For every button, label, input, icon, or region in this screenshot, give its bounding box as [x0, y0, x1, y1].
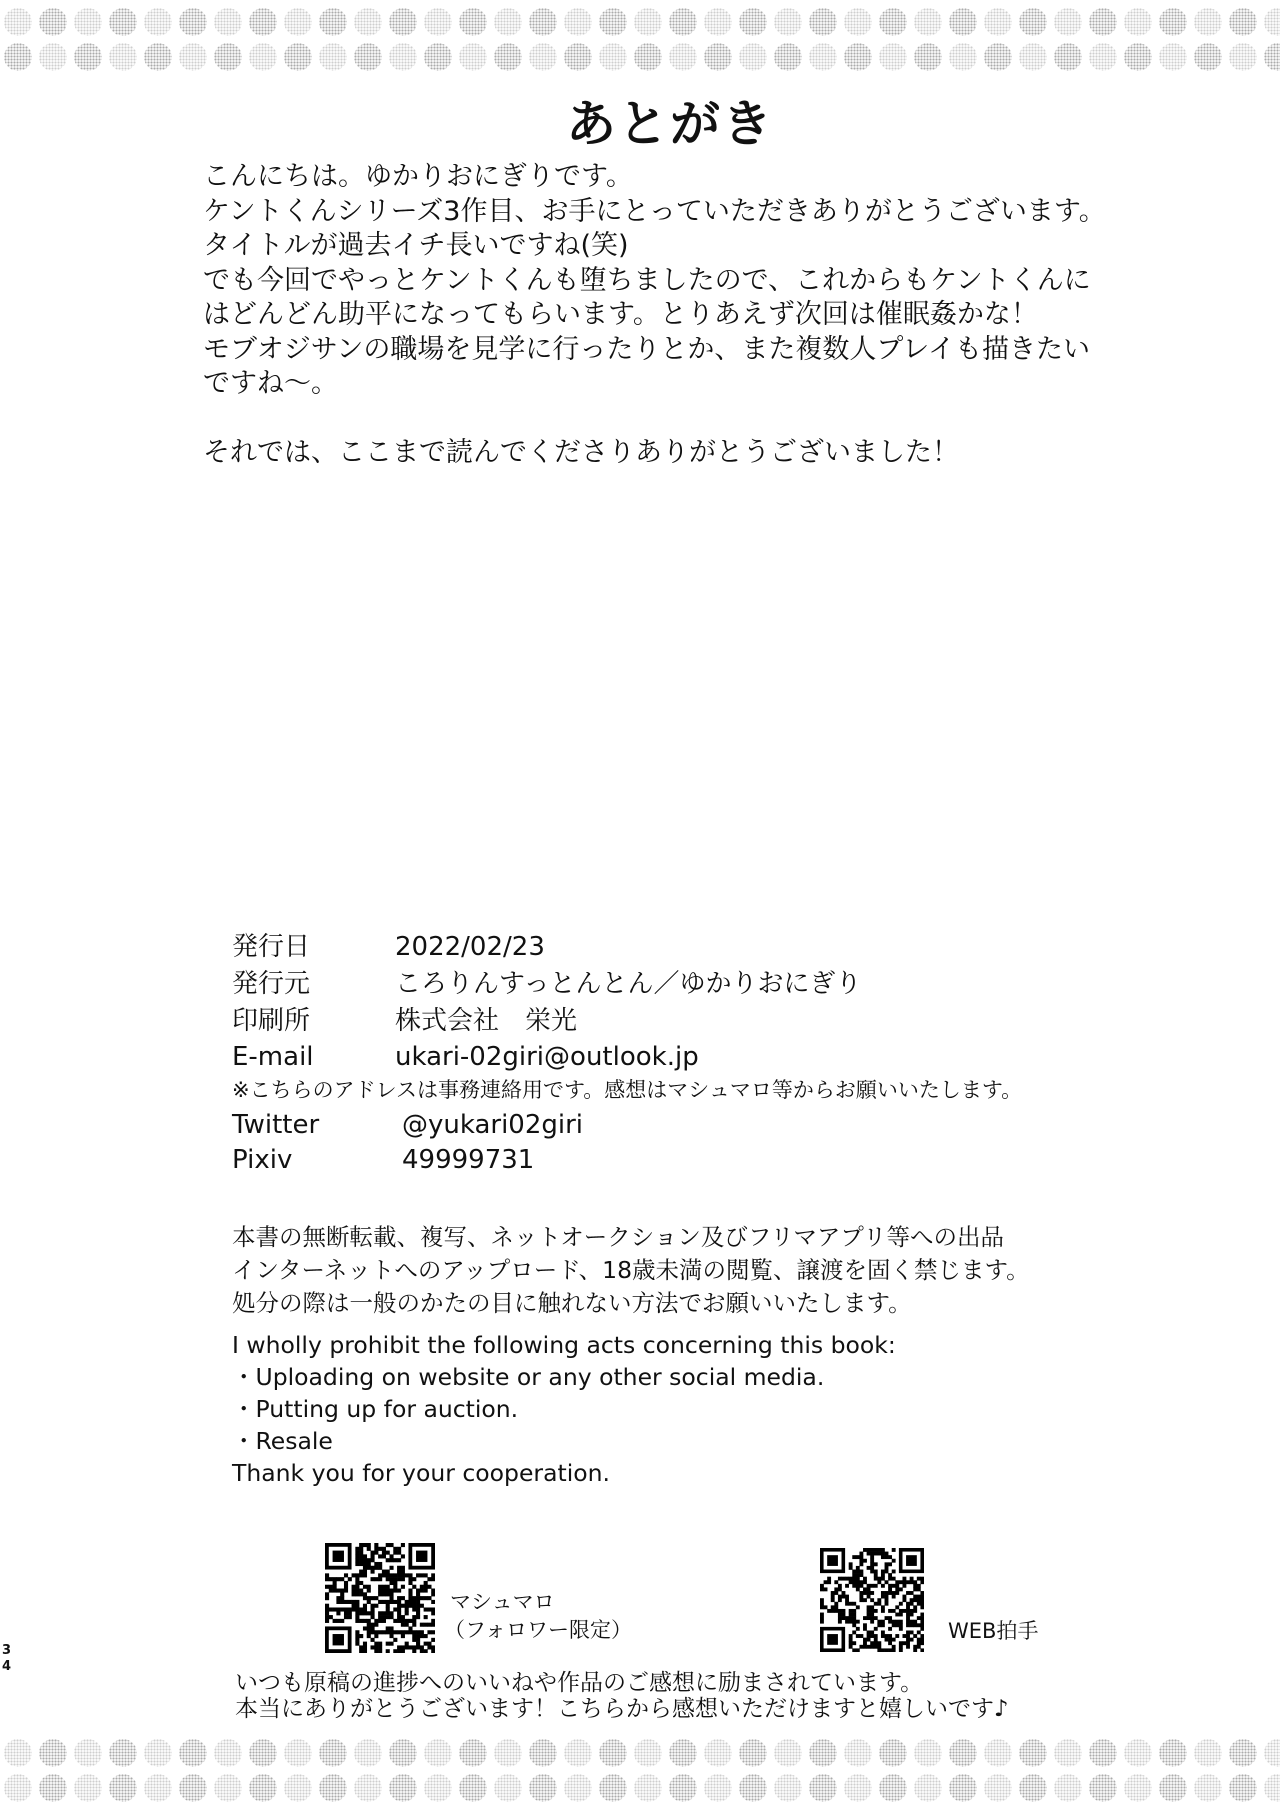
halftone-dot	[1159, 1739, 1187, 1767]
halftone-dot	[284, 1774, 312, 1802]
body-line: タイトルが過去イチ長いですね(笑)	[203, 230, 629, 261]
notice-line: ・Resale	[232, 1427, 333, 1455]
halftone-dot	[599, 1774, 627, 1802]
halftone-dot	[494, 1739, 522, 1767]
halftone-dot	[1194, 1739, 1222, 1767]
halftone-dot	[354, 8, 382, 36]
halftone-dot	[459, 1739, 487, 1767]
halftone-dot	[564, 43, 592, 71]
halftone-dot	[389, 43, 417, 71]
halftone-dot	[424, 1774, 452, 1802]
halftone-dot	[109, 8, 137, 36]
halftone-dot	[1124, 1739, 1152, 1767]
qr-label-line: マシュマロ	[450, 1590, 555, 1614]
halftone-dot	[144, 43, 172, 71]
halftone-dot	[599, 1739, 627, 1767]
halftone-dot	[634, 1739, 662, 1767]
halftone-dot	[1054, 8, 1082, 36]
halftone-dot	[39, 1774, 67, 1802]
body-line: でも今回でやっとケントくんも堕ちましたので、これからもケントくんに	[203, 264, 1091, 296]
halftone-dot	[1054, 1774, 1082, 1802]
halftone-dot	[1019, 1739, 1047, 1767]
halftone-dot	[74, 1739, 102, 1767]
halftone-dot	[704, 1739, 732, 1767]
halftone-dot	[949, 1774, 977, 1802]
halftone-dot	[214, 8, 242, 36]
footer-line: いつも原稿の進捗へのいいねや作品のご感想に励まされています。	[235, 1670, 924, 1696]
halftone-dot	[354, 1739, 382, 1767]
halftone-dot	[319, 1739, 347, 1767]
halftone-dot	[949, 8, 977, 36]
halftone-dot	[319, 1774, 347, 1802]
halftone-dot	[179, 1774, 207, 1802]
page-title: あとがき	[566, 95, 774, 153]
body-line: ケントくんシリーズ3作目、お手にとっていただきありがとうございます。	[203, 195, 1106, 227]
halftone-dot	[949, 1739, 977, 1767]
halftone-dot	[739, 43, 767, 71]
colophon-row-email	[232, 1039, 699, 1076]
halftone-dot	[109, 43, 137, 71]
halftone-dot	[984, 1774, 1012, 1802]
notice-line: Thank you for your cooperation.	[232, 1459, 610, 1487]
halftone-dot	[74, 1774, 102, 1802]
halftone-dot	[739, 1774, 767, 1802]
colophon-row-twitter	[232, 1107, 583, 1144]
halftone-dot	[424, 43, 452, 71]
halftone-dot	[809, 8, 837, 36]
halftone-dot	[1089, 1739, 1117, 1767]
notice-line: インターネットへのアップロード、18歳未満の閲覧、譲渡を固く禁じます。	[232, 1256, 1030, 1284]
halftone-dot	[424, 8, 452, 36]
halftone-dot	[1159, 8, 1187, 36]
notice-japanese	[232, 1221, 1030, 1320]
notice-english	[232, 1329, 896, 1489]
halftone-dot	[214, 1774, 242, 1802]
dot-row	[0, 1774, 1280, 1804]
halftone-dot	[144, 1774, 172, 1802]
page-number-digit: 3	[2, 1643, 12, 1658]
halftone-dot	[249, 1739, 277, 1767]
halftone-dot	[249, 1774, 277, 1802]
colophon-value: ころりんすっとんとん／ゆかりおにぎり	[395, 969, 862, 999]
halftone-dot	[984, 1739, 1012, 1767]
halftone-dot	[319, 8, 347, 36]
halftone-dot	[4, 1774, 32, 1802]
dot-row	[0, 43, 1280, 73]
halftone-dot	[4, 43, 32, 71]
qr-code-graphic	[325, 1543, 435, 1653]
colophon-value: 株式会社 栄光	[395, 1006, 578, 1036]
halftone-dot	[389, 8, 417, 36]
halftone-dot	[1159, 1774, 1187, 1802]
halftone-dot	[1159, 43, 1187, 71]
halftone-dot	[214, 1739, 242, 1767]
colophon-row-printer	[232, 1003, 577, 1040]
qr-label-mashumaro	[444, 1588, 632, 1644]
halftone-dot	[774, 43, 802, 71]
footer-line: 本当にありがとうございます！こちらから感想いただけますと嬉しいです♪	[235, 1696, 1009, 1722]
halftone-dot	[949, 43, 977, 71]
halftone-dot	[1089, 8, 1117, 36]
halftone-dot	[1124, 1774, 1152, 1802]
halftone-dot	[4, 1739, 32, 1767]
halftone-dot	[214, 43, 242, 71]
halftone-dot	[844, 8, 872, 36]
halftone-dot	[634, 43, 662, 71]
halftone-dot	[914, 8, 942, 36]
halftone-dot	[809, 1739, 837, 1767]
halftone-dot	[774, 8, 802, 36]
colophon-label: E-mail	[232, 1042, 314, 1072]
colophon-row-publish-date	[232, 929, 545, 966]
halftone-dot	[1054, 1739, 1082, 1767]
notice-line: 処分の際は一般のかたの目に触れない方法でお願いいたします。	[232, 1289, 912, 1317]
halftone-dot	[424, 1739, 452, 1767]
notice-line: I wholly prohibit the following acts concerning this book:	[232, 1331, 896, 1359]
halftone-dot	[494, 43, 522, 71]
colophon-value: 2022/02/23	[395, 932, 545, 962]
qr-label-web-clap	[948, 1617, 1038, 1645]
qr-label-line: WEB拍手	[948, 1619, 1039, 1643]
halftone-dot	[179, 43, 207, 71]
halftone-dot	[844, 1774, 872, 1802]
halftone-dot	[4, 8, 32, 36]
qr-label-line: （フォロワー限定）	[444, 1618, 632, 1642]
pixiv-id-link[interactable]: 49999731	[402, 1145, 535, 1175]
halftone-dot	[249, 8, 277, 36]
halftone-dot	[669, 1774, 697, 1802]
halftone-dot	[914, 1739, 942, 1767]
halftone-dot	[669, 8, 697, 36]
halftone-dot	[1019, 1774, 1047, 1802]
dot-row	[0, 1739, 1280, 1769]
halftone-dot	[459, 1774, 487, 1802]
halftone-dot	[1264, 1774, 1280, 1802]
body-line: こんにちは。ゆかりおにぎりです。	[203, 161, 633, 192]
halftone-dot	[774, 1774, 802, 1802]
halftone-dot	[389, 1774, 417, 1802]
notice-line: 本書の無断転載、複写、ネットオークション及びフリマアプリ等への出品	[232, 1223, 1004, 1251]
halftone-dot	[39, 43, 67, 71]
halftone-dot	[39, 8, 67, 36]
halftone-dot	[1264, 1739, 1280, 1767]
halftone-dot	[284, 1739, 312, 1767]
halftone-dot	[529, 1739, 557, 1767]
halftone-dot	[494, 1774, 522, 1802]
halftone-dot	[354, 43, 382, 71]
body-line	[203, 402, 1106, 437]
halftone-dot	[354, 1774, 382, 1802]
body-line: ですね～。	[203, 368, 338, 399]
dot-row	[0, 8, 1280, 38]
halftone-dot	[1264, 43, 1280, 71]
halftone-dot	[319, 43, 347, 71]
halftone-dot	[109, 1774, 137, 1802]
halftone-dot	[529, 1774, 557, 1802]
colophon-label: 印刷所	[232, 1006, 311, 1036]
colophon-label: 発行日	[232, 932, 311, 962]
halftone-dot	[564, 8, 592, 36]
body-line: モブオジサンの職場を見学に行ったりとか、また複数人プレイも描きたい	[203, 333, 1090, 365]
halftone-dot	[879, 1774, 907, 1802]
colophon-label: Pixiv	[232, 1145, 293, 1175]
colophon-row-publisher	[232, 966, 861, 1003]
halftone-dot	[774, 1739, 802, 1767]
halftone-dot	[144, 8, 172, 36]
halftone-dot	[1229, 1774, 1257, 1802]
notice-line: ・Uploading on website or any other social media.	[232, 1363, 825, 1391]
halftone-dot	[1019, 43, 1047, 71]
twitter-handle-link[interactable]: @yukari02giri	[402, 1110, 584, 1140]
halftone-dot	[879, 1739, 907, 1767]
halftone-dot	[704, 8, 732, 36]
halftone-dot	[74, 8, 102, 36]
halftone-dot	[564, 1774, 592, 1802]
qr-code-graphic	[820, 1548, 924, 1652]
body-line: はどんどん助平になってもらいます。とりあえず次回は催眠姦かな！	[203, 299, 1038, 330]
halftone-dot	[739, 1739, 767, 1767]
halftone-dot	[1124, 8, 1152, 36]
halftone-dot	[389, 1739, 417, 1767]
halftone-dot	[984, 43, 1012, 71]
colophon-label: 発行元	[232, 969, 311, 999]
page-number-digit: 4	[2, 1659, 12, 1674]
halftone-dot	[844, 1739, 872, 1767]
qr-code-icon[interactable]	[820, 1548, 924, 1652]
halftone-dot	[1124, 43, 1152, 71]
email-note: ※こちらのアドレスは事務連絡用です。感想はマシュマロ等からお願いいたします。	[232, 1078, 1023, 1102]
halftone-dot	[1019, 8, 1047, 36]
halftone-dot	[529, 43, 557, 71]
halftone-dot	[984, 8, 1012, 36]
colophon-row-pixiv	[232, 1142, 534, 1179]
halftone-dot	[284, 43, 312, 71]
halftone-dot	[1089, 43, 1117, 71]
halftone-dot	[1229, 1739, 1257, 1767]
halftone-dot	[704, 43, 732, 71]
halftone-dot	[109, 1739, 137, 1767]
halftone-dot	[459, 43, 487, 71]
halftone-dot	[564, 1739, 592, 1767]
page-number	[2, 1643, 11, 1675]
halftone-dot	[704, 1774, 732, 1802]
halftone-dot	[1264, 8, 1280, 36]
halftone-dot	[284, 8, 312, 36]
halftone-dot	[179, 8, 207, 36]
halftone-dot	[634, 1774, 662, 1802]
halftone-dot	[1194, 8, 1222, 36]
halftone-dot	[599, 8, 627, 36]
email-link[interactable]: ukari-02giri@outlook.jp	[395, 1042, 699, 1072]
halftone-dot	[1194, 1774, 1222, 1802]
halftone-dot	[1054, 43, 1082, 71]
halftone-dot	[249, 43, 277, 71]
halftone-dot	[879, 43, 907, 71]
qr-code-icon[interactable]	[325, 1543, 435, 1653]
halftone-dot	[1229, 8, 1257, 36]
halftone-dot	[459, 8, 487, 36]
halftone-dot	[74, 43, 102, 71]
halftone-dot	[494, 8, 522, 36]
halftone-dot	[669, 1739, 697, 1767]
halftone-dot	[39, 1739, 67, 1767]
halftone-dot	[599, 43, 627, 71]
halftone-dot	[179, 1739, 207, 1767]
halftone-dot	[1229, 43, 1257, 71]
halftone-dot	[1089, 1774, 1117, 1802]
halftone-dot	[634, 8, 662, 36]
notice-line: ・Putting up for auction.	[232, 1395, 519, 1423]
halftone-dot	[144, 1739, 172, 1767]
body-line: それでは、ここまで読んでくださりありがとうございました！	[203, 437, 959, 468]
halftone-dot	[914, 43, 942, 71]
footer-message	[235, 1670, 1009, 1722]
halftone-dot	[879, 8, 907, 36]
halftone-dot	[844, 43, 872, 71]
halftone-dot	[914, 1774, 942, 1802]
halftone-dot	[809, 1774, 837, 1802]
halftone-dot	[809, 43, 837, 71]
halftone-dot	[1194, 43, 1222, 71]
halftone-dot	[739, 8, 767, 36]
halftone-dot	[669, 43, 697, 71]
colophon-label: Twitter	[232, 1110, 320, 1140]
halftone-dot	[529, 8, 557, 36]
afterword-body	[203, 160, 1106, 471]
